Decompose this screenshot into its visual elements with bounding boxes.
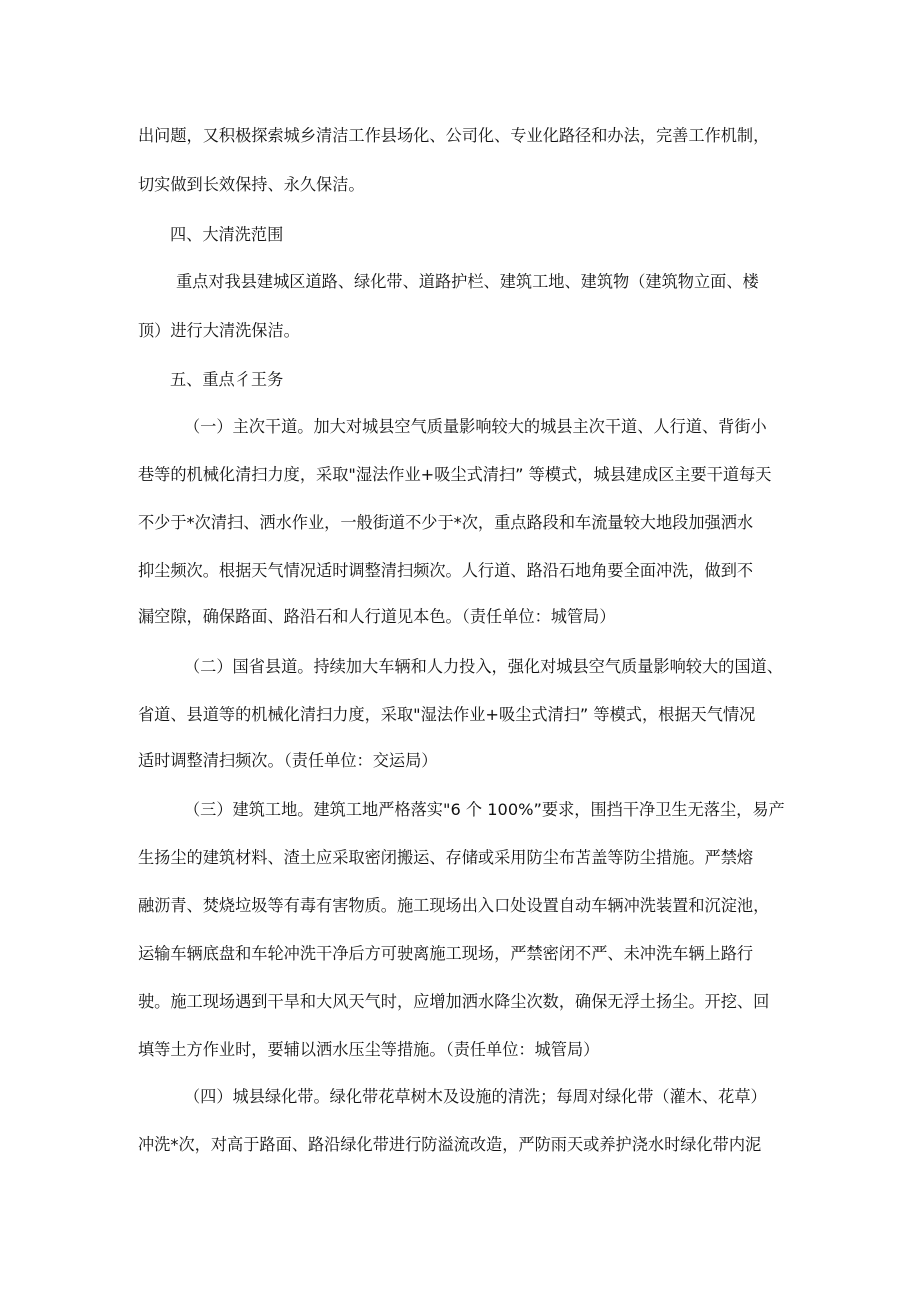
text-line: 冲洗*次，对高于路面、路沿绿化带进行防溢流改造，严防雨天或养护浇水时绿化带内泥	[138, 1135, 762, 1154]
section-heading: 五、重点彳王务	[170, 370, 284, 389]
text-line: 切实做到长效保持、永久保洁。	[138, 175, 365, 194]
text-line: 运输车辆底盘和车轮冲洗干净后方可驶离施工现场，严禁密闭不严、未冲洗车辆上路行	[138, 944, 754, 963]
section-heading: 四、大清洗范围	[170, 225, 284, 244]
text-line: 驶。施工现场遇到干旱和大风天气时，应增加洒水降尘次数，确保无浮土扬尘。开挖、回	[138, 992, 770, 1011]
text-line: 抑尘频次。根据天气情况适时调整清扫频次。人行道、路沿石地角要全面冲洗，做到不	[138, 561, 754, 580]
text-line: 顶）进行大清洗保洁。	[138, 321, 300, 340]
text-line: 生扬尘的建筑材料、渣土应采取密闭搬运、存储或采用防尘布苫盖等防尘措施。严禁熔	[138, 848, 754, 867]
text-line: 巷等的机械化清扫力度，采取"湿法作业+吸尘式清扫” 等模式，城县建成区主要干道每天	[138, 465, 772, 484]
text-line: 漏空隙，确保路面、路沿石和人行道见本色。（责任单位：城管局）	[138, 607, 616, 626]
text-line: （四）城县绿化带。绿化带花草树木及设施的清洗；每周对绿化带（灌木、花草）	[184, 1087, 767, 1106]
text-line: 重点对我县建城区道路、绿化带、道路护栏、建筑工地、建筑物（建筑物立面、楼	[176, 272, 759, 291]
text-line: （二）国省县道。持续加大车辆和人力投入，强化对城县空气质量影响较大的国道、	[184, 657, 783, 676]
text-line: 适时调整清扫频次。（责任单位：交运局）	[138, 751, 438, 770]
text-line: 出问题，又积极探索城乡清洁工作县场化、公司化、专业化路径和办法，完善工作机制，	[138, 126, 770, 145]
text-line: 省道、县道等的机械化清扫力度，采取"湿法作业+吸尘式清扫” 等模式，根据天气情况	[138, 705, 756, 724]
text-line: 融沥青、焚烧垃圾等有毒有害物质。施工现场出入口处设置自动车辆冲洗装置和沉淀池，	[138, 896, 770, 915]
text-line: 不少于*次清扫、洒水作业，一般街道不少于*次，重点路段和车流量较大地段加强洒水	[138, 513, 754, 532]
text-line: （一）主次干道。加大对城县空气质量影响较大的城县主次干道、人行道、背街小	[184, 417, 767, 436]
text-line: （三）建筑工地。建筑工地严格落实"6 个 100%”要求，围挡干净卫生无落尘，易产	[184, 800, 785, 819]
text-line: 填等土方作业时，要辅以洒水压尘等措施。（责任单位：城管局）	[138, 1040, 600, 1059]
